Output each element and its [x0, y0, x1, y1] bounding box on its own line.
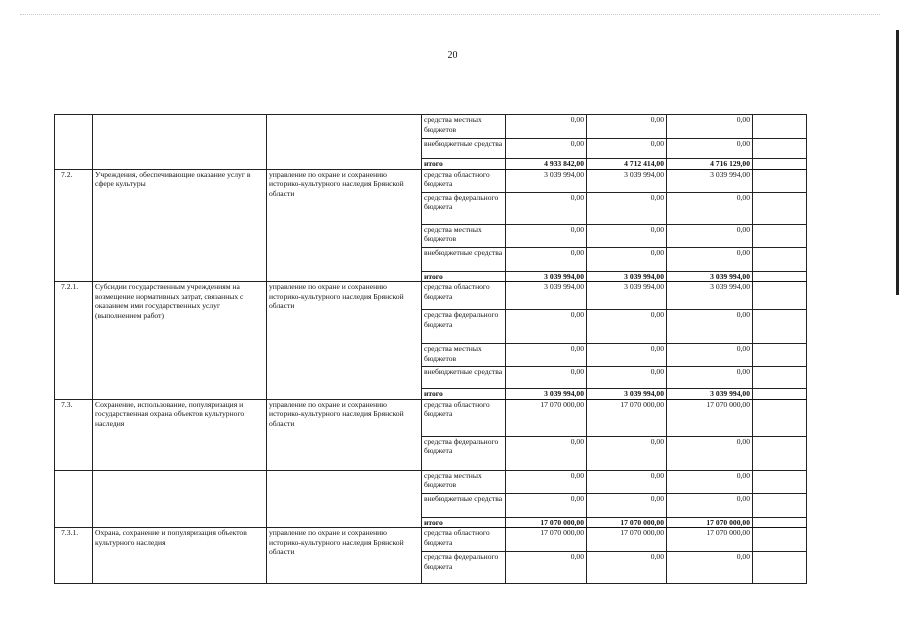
empty-cell — [753, 517, 807, 528]
page-number: 20 — [447, 50, 458, 61]
value-cell-year-1: 0,00 — [506, 470, 587, 493]
value-cell-year-1: 4 933 842,00 — [506, 159, 587, 170]
row-executor-cell — [267, 470, 422, 528]
empty-cell — [753, 399, 807, 436]
funding-source-cell: внебюджетные средства — [422, 367, 506, 389]
funding-source-cell: средства местных бюджетов — [422, 344, 506, 367]
value-cell-year-1: 3 039 994,00 — [506, 271, 587, 282]
table-row — [55, 169, 807, 192]
funding-source-cell: средства местных бюджетов — [422, 224, 506, 247]
value-cell-year-3: 0,00 — [667, 310, 753, 344]
table-row — [55, 115, 807, 139]
row-executor-cell: управление по охране и сохранению историко-культурного наследия Брянской области — [267, 528, 422, 584]
value-cell-year-3: 3 039 994,00 — [667, 169, 753, 192]
value-cell-year-1: 17 070 000,00 — [506, 517, 587, 528]
value-cell-year-2: 3 039 994,00 — [587, 169, 667, 192]
row-code-cell: 7.3.1. — [55, 528, 93, 584]
row-code-cell — [55, 470, 93, 528]
value-cell-year-1: 17 070 000,00 — [506, 528, 587, 552]
value-cell-year-2: 3 039 994,00 — [587, 282, 667, 310]
row-executor-cell: управление по охране и сохранению историко-культурного наследия Брянской области — [267, 399, 422, 470]
empty-cell — [753, 139, 807, 159]
row-code-cell: 7.3. — [55, 399, 93, 470]
value-cell-year-3: 0,00 — [667, 552, 753, 584]
value-cell-year-3: 0,00 — [667, 192, 753, 224]
value-cell-year-3: 3 039 994,00 — [667, 389, 753, 400]
value-cell-year-3: 17 070 000,00 — [667, 528, 753, 552]
value-cell-year-3: 17 070 000,00 — [667, 517, 753, 528]
empty-cell — [753, 115, 807, 139]
empty-cell — [753, 389, 807, 400]
row-name-cell — [93, 115, 267, 170]
value-cell-year-2: 0,00 — [587, 139, 667, 159]
value-cell-year-1: 3 039 994,00 — [506, 282, 587, 310]
empty-cell — [753, 344, 807, 367]
value-cell-year-3: 0,00 — [667, 344, 753, 367]
value-cell-year-1: 17 070 000,00 — [506, 399, 587, 436]
value-cell-year-1: 0,00 — [506, 192, 587, 224]
table-row — [55, 282, 807, 310]
row-executor-cell — [267, 115, 422, 170]
row-name-cell — [93, 470, 267, 528]
value-cell-year-2: 0,00 — [587, 344, 667, 367]
row-code-cell: 7.2.1. — [55, 282, 93, 400]
row-code-cell — [55, 115, 93, 170]
funding-source-cell: итого — [422, 389, 506, 400]
value-cell-year-2: 17 070 000,00 — [587, 517, 667, 528]
empty-cell — [753, 367, 807, 389]
value-cell-year-2: 0,00 — [587, 192, 667, 224]
value-cell-year-3: 0,00 — [667, 367, 753, 389]
row-name-cell: Сохранение, использование, популяризация и государственная охрана объектов культурного наследия — [93, 399, 267, 470]
value-cell-year-3: 0,00 — [667, 247, 753, 271]
empty-cell — [753, 169, 807, 192]
value-cell-year-1: 3 039 994,00 — [506, 389, 587, 400]
empty-cell — [753, 528, 807, 552]
budget-table-body — [55, 115, 807, 584]
funding-source-cell: средства федерального бюджета — [422, 436, 506, 470]
value-cell-year-3: 3 039 994,00 — [667, 282, 753, 310]
value-cell-year-2: 17 070 000,00 — [587, 528, 667, 552]
value-cell-year-2: 0,00 — [587, 436, 667, 470]
value-cell-year-1: 0,00 — [506, 139, 587, 159]
funding-source-cell: средства областного бюджета — [422, 528, 506, 552]
empty-cell — [753, 282, 807, 310]
value-cell-year-2: 0,00 — [587, 247, 667, 271]
value-cell-year-2: 0,00 — [587, 224, 667, 247]
value-cell-year-2: 0,00 — [587, 115, 667, 139]
funding-source-cell: средства местных бюджетов — [422, 115, 506, 139]
value-cell-year-2: 0,00 — [587, 367, 667, 389]
funding-source-cell: средства федерального бюджета — [422, 552, 506, 584]
row-executor-cell: управление по охране и сохранению историко-культурного наследия Брянской области — [267, 169, 422, 282]
empty-cell — [753, 224, 807, 247]
row-executor-cell: управление по охране и сохранению историко-культурного наследия Брянской области — [267, 282, 422, 400]
value-cell-year-2: 0,00 — [587, 310, 667, 344]
value-cell-year-1: 0,00 — [506, 247, 587, 271]
funding-source-cell: средства местных бюджетов — [422, 470, 506, 493]
table-row — [55, 399, 807, 436]
empty-cell — [753, 493, 807, 517]
row-name-cell: Охрана, сохранение и популяризация объектов культурного наследия — [93, 528, 267, 584]
funding-source-cell: итого — [422, 159, 506, 170]
funding-source-cell: средства областного бюджета — [422, 169, 506, 192]
empty-cell — [753, 436, 807, 470]
funding-source-cell: внебюджетные средства — [422, 493, 506, 517]
empty-cell — [753, 470, 807, 493]
funding-source-cell: итого — [422, 271, 506, 282]
value-cell-year-1: 0,00 — [506, 224, 587, 247]
row-name-cell: Субсидии государственным учреждениям на возмещение нормативных затрат, связанных с оказанием ими государственных услуг (выполнением работ) — [93, 282, 267, 400]
empty-cell — [753, 271, 807, 282]
row-name-cell: Учреждения, обеспечивающие оказание услуг в сфере культуры — [93, 169, 267, 282]
empty-cell — [753, 247, 807, 271]
empty-cell — [753, 159, 807, 170]
value-cell-year-3: 0,00 — [667, 436, 753, 470]
value-cell-year-1: 0,00 — [506, 552, 587, 584]
value-cell-year-2: 0,00 — [587, 470, 667, 493]
value-cell-year-3: 0,00 — [667, 139, 753, 159]
empty-cell — [753, 192, 807, 224]
value-cell-year-1: 3 039 994,00 — [506, 169, 587, 192]
funding-source-cell: итого — [422, 517, 506, 528]
value-cell-year-3: 0,00 — [667, 224, 753, 247]
funding-source-cell: средства областного бюджета — [422, 282, 506, 310]
funding-source-cell: средства федерального бюджета — [422, 192, 506, 224]
funding-source-cell: средства федерального бюджета — [422, 310, 506, 344]
scan-edge-mark — [896, 30, 899, 295]
value-cell-year-1: 0,00 — [506, 436, 587, 470]
row-code-cell: 7.2. — [55, 169, 93, 282]
value-cell-year-3: 0,00 — [667, 115, 753, 139]
value-cell-year-3: 4 716 129,00 — [667, 159, 753, 170]
funding-source-cell: внебюджетные средства — [422, 247, 506, 271]
value-cell-year-2: 0,00 — [587, 493, 667, 517]
value-cell-year-3: 17 070 000,00 — [667, 399, 753, 436]
value-cell-year-1: 0,00 — [506, 344, 587, 367]
value-cell-year-3: 0,00 — [667, 470, 753, 493]
value-cell-year-2: 3 039 994,00 — [587, 389, 667, 400]
value-cell-year-3: 3 039 994,00 — [667, 271, 753, 282]
budget-table — [54, 114, 807, 584]
value-cell-year-2: 4 712 414,00 — [587, 159, 667, 170]
value-cell-year-1: 0,00 — [506, 493, 587, 517]
value-cell-year-2: 3 039 994,00 — [587, 271, 667, 282]
value-cell-year-3: 0,00 — [667, 493, 753, 517]
value-cell-year-1: 0,00 — [506, 310, 587, 344]
funding-source-cell: средства областного бюджета — [422, 399, 506, 436]
table-row — [55, 470, 807, 493]
empty-cell — [753, 552, 807, 584]
funding-source-cell: внебюджетные средства — [422, 139, 506, 159]
value-cell-year-1: 0,00 — [506, 115, 587, 139]
value-cell-year-1: 0,00 — [506, 367, 587, 389]
empty-cell — [753, 310, 807, 344]
scan-noise-line — [20, 14, 880, 15]
value-cell-year-2: 0,00 — [587, 552, 667, 584]
value-cell-year-2: 17 070 000,00 — [587, 399, 667, 436]
table-row — [55, 528, 807, 552]
